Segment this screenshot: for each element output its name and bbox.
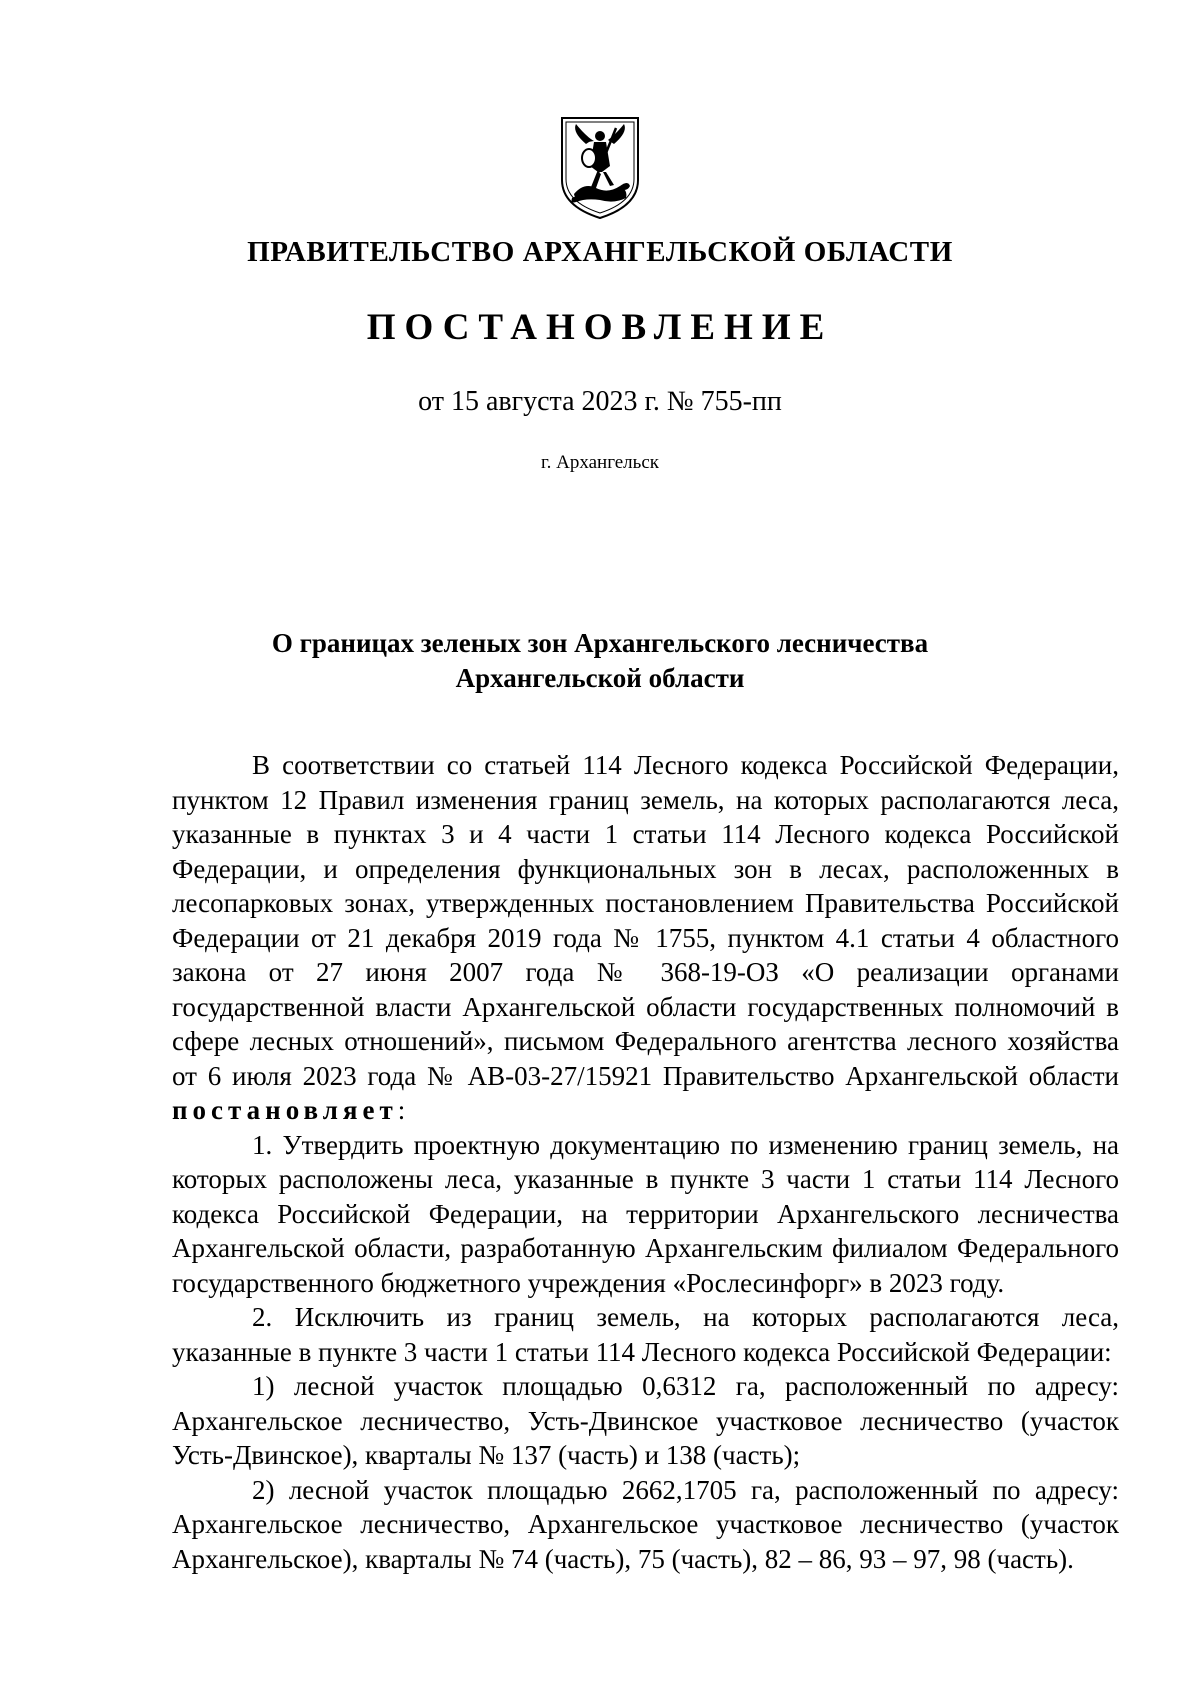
clause-paragraph: 1) лесной участок площадью 0,6312 га, расположенный по адресу: Архангельское лесничество, Усть-Двинское участковое лесничество (участок Усть-Двинское), кварталы № 137 (часть) и 138 (часть); — [172, 1371, 1119, 1470]
document-date-number: от 15 августа 2023 г. № 755-пп — [418, 386, 782, 417]
title-line-1: О границах зеленых зон Архангельского лесничества — [271, 628, 929, 658]
clause-paragraph: 2) лесной участок площадью 2662,1705 га, расположенный по адресу: Архангельское лесничество, Архангельское участковое лесничество (участок Архангельское), кварталы № 74 (часть), 75 (часть), 82 – 86, 93 – 97, 98 (часть). — [172, 1474, 1119, 1574]
organization-name: ПРАВИТЕЛЬСТВО АРХАНГЕЛЬСКОЙ ОБЛАСТИ — [247, 236, 953, 268]
document-type: ПОСТАНОВЛЕНИЕ — [366, 307, 834, 348]
preamble-colon: : — [397, 1095, 406, 1125]
document-title — [0, 626, 1200, 696]
document-body — [172, 748, 1119, 1576]
clause-paragraph: 1. Утвердить проектную документацию по изменению границ земель, на которых расположены леса, указанные в пункте 3 части 1 статьи 114 Лесного кодекса Российской Федерации, на территории Архангельского лесничества Архангельской области, разработанную Архангельским филиалом Федерального государственного бюджетного учреждения «Рослесинфорг» в 2023 году. — [172, 1129, 1119, 1298]
document-city: г. Архангельск — [540, 452, 659, 473]
clause-paragraph: 2. Исключить из границ земель, на которых располагаются леса, указанные в пункте 3 части 1 статьи 114 Лесного кодекса Российской Федерации: — [172, 1302, 1119, 1367]
preamble-text: В соответствии со статьей 114 Лесного кодекса Российской Федерации, пунктом 12 Правил изменения границ земель, на которых располагаются леса, указанные в пунктах 3 и 4 части 1 статьи 114 Лесного кодекса Российской Федерации, и определения функциональных зон в лесах, расположенных в лесопарковых зонах, утвержденных постановлением Правительства Российской Федерации от 21 декабря 2019 года № 1755, пунктом 4.1 статьи 4 областного закона от 27 июня 2007 года № 368-19-ОЗ «О реализации органами государственной власти Архангельской области государственных полномочий в сфере лесных отношений», письмом Федерального агентства лесного хозяйства от 6 июля 2023 года № АВ-03-27/15921 Правительство Архангельской области — [172, 750, 1119, 1091]
preamble-paragraph — [172, 748, 1119, 1128]
decree-word: постановляет — [172, 1095, 398, 1125]
archangel-coat-of-arms-icon — [558, 114, 642, 222]
title-line-2: Архангельской области — [455, 663, 745, 693]
